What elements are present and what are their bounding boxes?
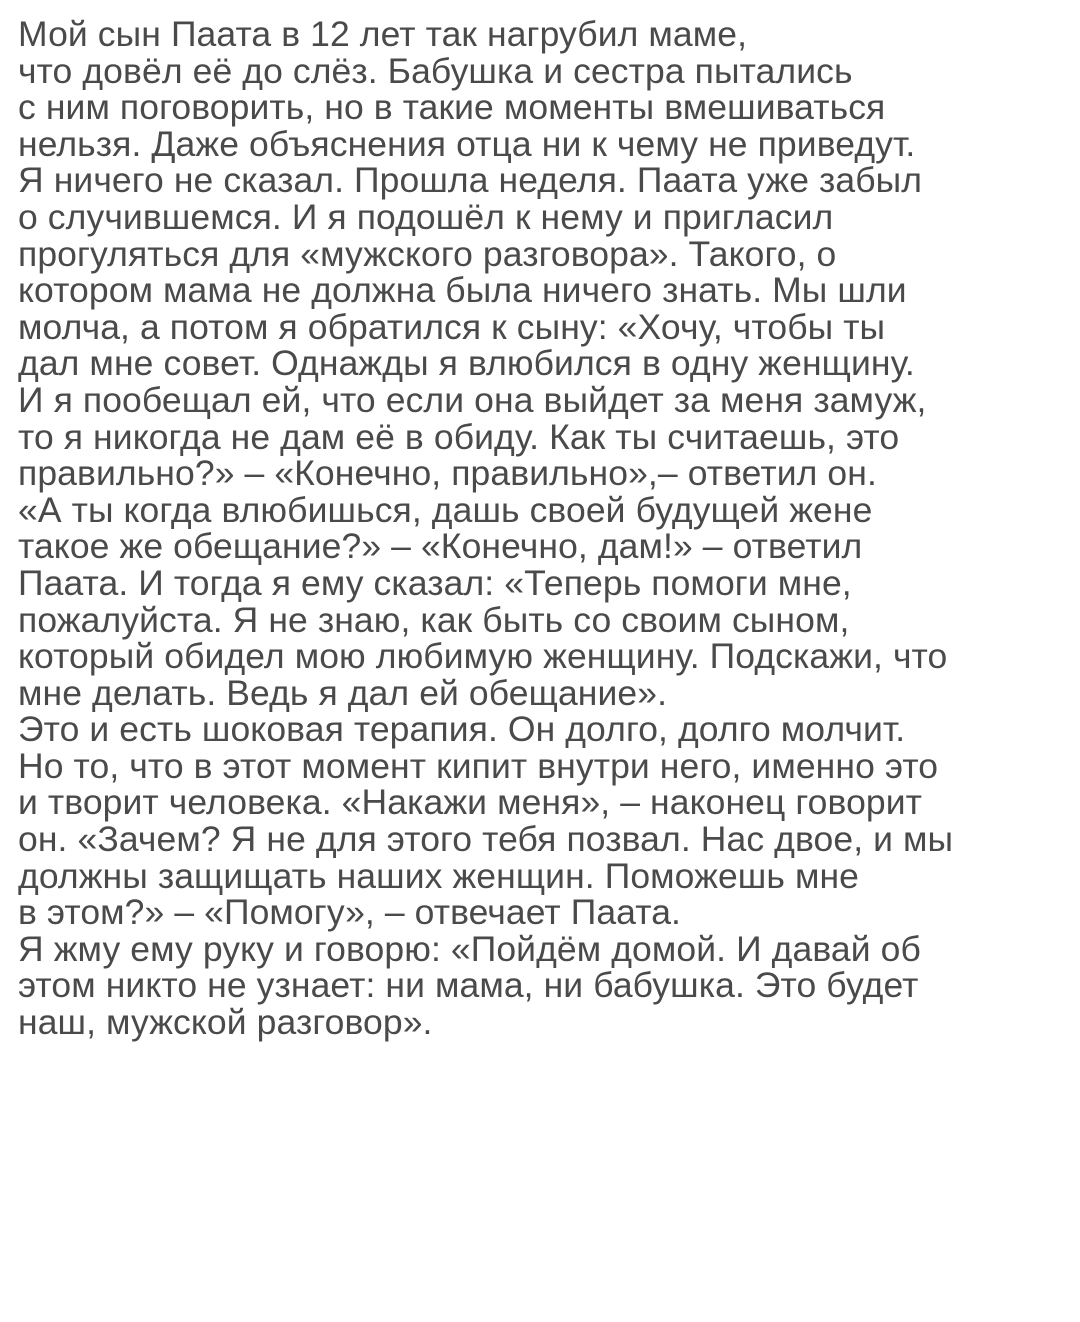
text-line: о случившемся. И я подошёл к нему и пригласил bbox=[18, 196, 834, 237]
text-line: он. «Зачем? Я не для этого тебя позвал. Нас двое, и мы bbox=[18, 819, 954, 860]
story-text bbox=[18, 16, 1068, 1041]
text-line: должны защищать наших женщин. Поможешь мне bbox=[18, 855, 859, 896]
text-line: с ним поговорить, но в такие моменты вмешиваться bbox=[18, 87, 886, 128]
text-line: этом никто не узнает: ни мама, ни бабушка. Это будет bbox=[18, 965, 919, 1006]
text-line: дал мне совет. Однажды я влюбился в одну женщину. bbox=[18, 343, 915, 384]
text-line: Я ничего не сказал. Прошла неделя. Паата уже забыл bbox=[18, 160, 923, 201]
text-line: Это и есть шоковая терапия. Он долго, долго молчит. bbox=[18, 709, 906, 750]
text-line: Я жму ему руку и говорю: «Пойдём домой. И давай об bbox=[18, 928, 921, 969]
text-line: И я пообещал ей, что если она выйдет за меня замуж, bbox=[18, 379, 927, 420]
text-line: «А ты когда влюбишься, дашь своей будущей жене bbox=[18, 489, 873, 530]
text-line: молча, а потом я обратился к сыну: «Хочу, чтобы ты bbox=[18, 306, 886, 347]
text-line: что довёл её до слёз. Бабушка и сестра пытались bbox=[18, 50, 853, 91]
text-line: нельзя. Даже объяснения отца ни к чему не приведут. bbox=[18, 123, 916, 164]
text-line: который обидел мою любимую женщину. Подскажи, что bbox=[18, 636, 948, 677]
text-line: котором мама не должна была ничего знать. Мы шли bbox=[18, 270, 907, 311]
text-line: наш, мужской разговор». bbox=[18, 1002, 433, 1043]
text-line: мне делать. Ведь я дал ей обещание». bbox=[18, 672, 668, 713]
text-line: Паата. И тогда я ему сказал: «Теперь помоги мне, bbox=[18, 562, 852, 603]
text-line: в этом?» – «Помогу», – отвечает Паата. bbox=[18, 892, 682, 933]
text-line: такое же обещание?» – «Конечно, дам!» – ответил bbox=[18, 526, 863, 567]
text-line: правильно?» – «Конечно, правильно»,– ответил он. bbox=[18, 453, 877, 494]
text-line: пожалуйста. Я не знаю, как быть со своим сыном, bbox=[18, 599, 850, 640]
text-line: прогуляться для «мужского разговора». Такого, о bbox=[18, 233, 837, 274]
text-line: и творит человека. «Накажи меня», – наконец говорит bbox=[18, 782, 923, 823]
text-line: то я никогда не дам её в обиду. Как ты считаешь, это bbox=[18, 416, 900, 457]
text-line: Но то, что в этот момент кипит внутри него, именно это bbox=[18, 745, 939, 786]
text-line: Мой сын Паата в 12 лет так нагрубил маме, bbox=[18, 14, 748, 54]
